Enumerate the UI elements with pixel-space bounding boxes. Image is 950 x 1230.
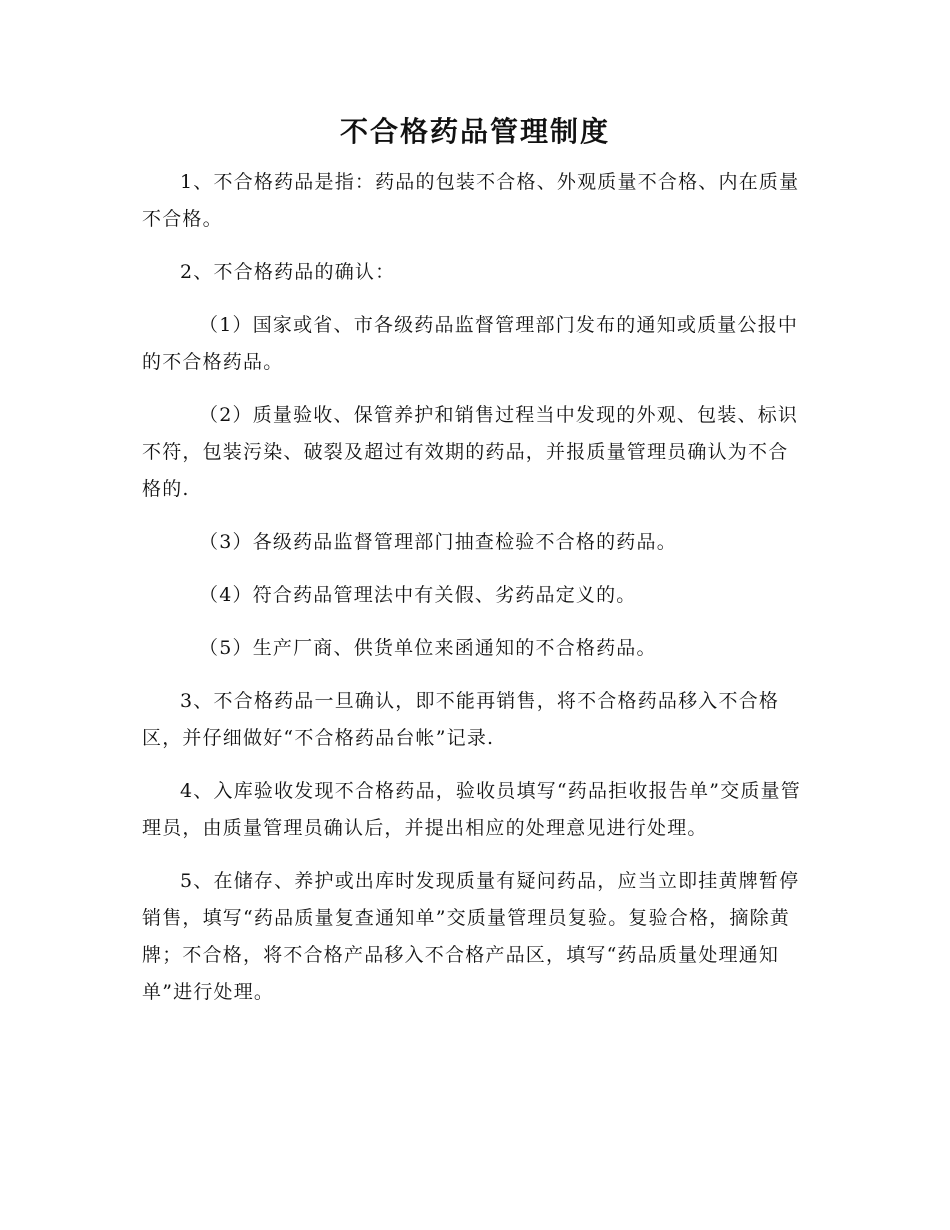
paragraph-confirmation-item-5: （5）生产厂商、供货单位来函通知的不合格药品。 bbox=[199, 637, 657, 659]
paragraph-storage-suspect: 5、在储存、养护或出库时发现质量有疑问药品，应当立即挂黄牌暂停销售，填写“药品质量复查通知单”交质量管理员复验。复验合格，摘除黄牌；不合格，将不合格产品移入不合格产品区，填写“药品质量处理通知单”进行处理。 bbox=[142, 870, 800, 1003]
paragraph-confirmation-item-2: （2）质量验收、保管养护和销售过程当中发现的外观、包装、标识不符，包装污染、破裂及超过有效期的药品，并报质量管理员确认为不合格的. bbox=[142, 404, 799, 500]
paragraph-handling: 3、不合格药品一旦确认，即不能再销售，将不合格药品移入不合格区，并仔细做好“不合格药品台帐”记录. bbox=[142, 690, 780, 749]
paragraph-definition: 1、不合格药品是指：药品的包装不合格、外观质量不合格、内在质量不合格。 bbox=[142, 171, 800, 230]
paragraph-inbound-inspection: 4、入库验收发现不合格药品，验收员填写“药品拒收报告单”交质量管理员，由质量管理员确认后，并提出相应的处理意见进行处理。 bbox=[142, 780, 801, 839]
paragraph-confirmation-heading: 2、不合格药品的确认： bbox=[180, 261, 396, 283]
paragraph-confirmation-item-1: （1）国家或省、市各级药品监督管理部门发布的通知或质量公报中的不合格药品。 bbox=[142, 314, 799, 373]
document-body bbox=[142, 164, 806, 1027]
paragraph-confirmation-item-3: （3）各级药品监督管理部门抽查检验不合格的药品。 bbox=[199, 531, 677, 553]
document-title: 不合格药品管理制度 bbox=[339, 115, 610, 148]
paragraph-confirmation-item-4: （4）符合药品管理法中有关假、劣药品定义的。 bbox=[199, 584, 637, 606]
